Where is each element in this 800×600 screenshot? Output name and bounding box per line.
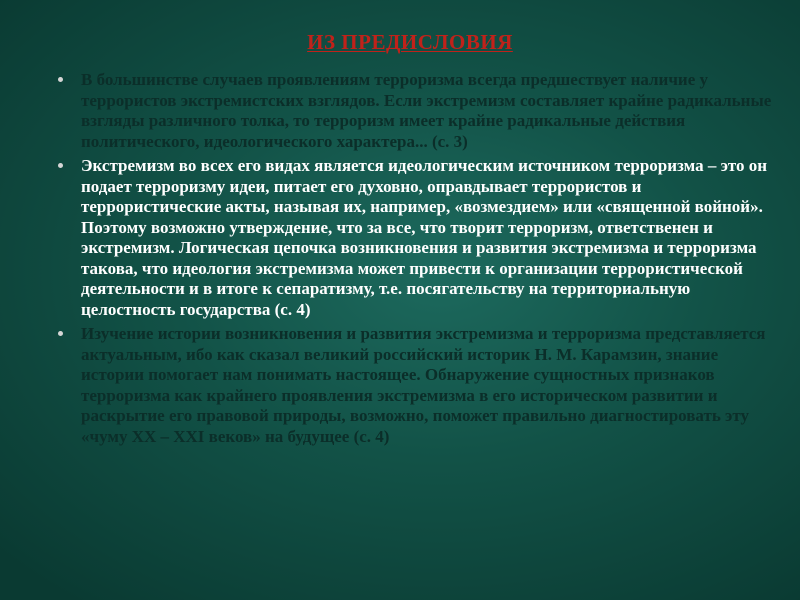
bullet-item-1 bbox=[52, 70, 777, 152]
bullet-item-3 bbox=[52, 324, 777, 447]
bullet-dot-icon bbox=[58, 163, 63, 168]
bullet-list bbox=[52, 70, 777, 451]
bullet-dot-icon bbox=[58, 77, 63, 82]
slide-title: ИЗ ПРЕДИСЛОВИЯ bbox=[307, 30, 513, 54]
bullet-dot-icon bbox=[58, 331, 63, 336]
bullet-text: В большинстве случаев проявлениям терроризма всегда предшествует наличие у террористов экстремистских взглядов. Если экстремизм составляет крайне радикальные взгляды различного толка, то терроризм имеет крайне радикальные действия политического, идеологического характера... (с. 3) bbox=[81, 70, 772, 151]
bullet-text: Экстремизм во всех его видах является идеологическим источником терроризма – это он подает терроризму идеи, питает его духовно, оправдывает террористов и террористические акты, называя их, например, «возмездием» или «священной войной». Поэтому возможно утверждение, что за все, что творит терроризм, ответственен и экстремизм. Логическая цепочка возникновения и развития экстремизма и терроризма такова, что идеология экстремизма может привести к организации террористической деятельности и в итоге к сепаратизму, т.е. посягательству на территориальную целостность государства (с. 4) bbox=[81, 156, 768, 319]
bullet-text: Изучение истории возникновения и развития экстремизма и терроризма представляется актуальным, ибо как сказал великий российский историк Н. М. Карамзин, знание истории помогает нам понимать настоящее. Обнаружение сущностных признаков терроризма как крайнего проявления экстремизма в его историческом развитии и раскрытие его правовой природы, возможно, поможет правильно диагностировать эту «чуму XX – XXI веков» на будущее (с. 4) bbox=[81, 324, 766, 446]
bullet-item-2 bbox=[52, 156, 777, 320]
